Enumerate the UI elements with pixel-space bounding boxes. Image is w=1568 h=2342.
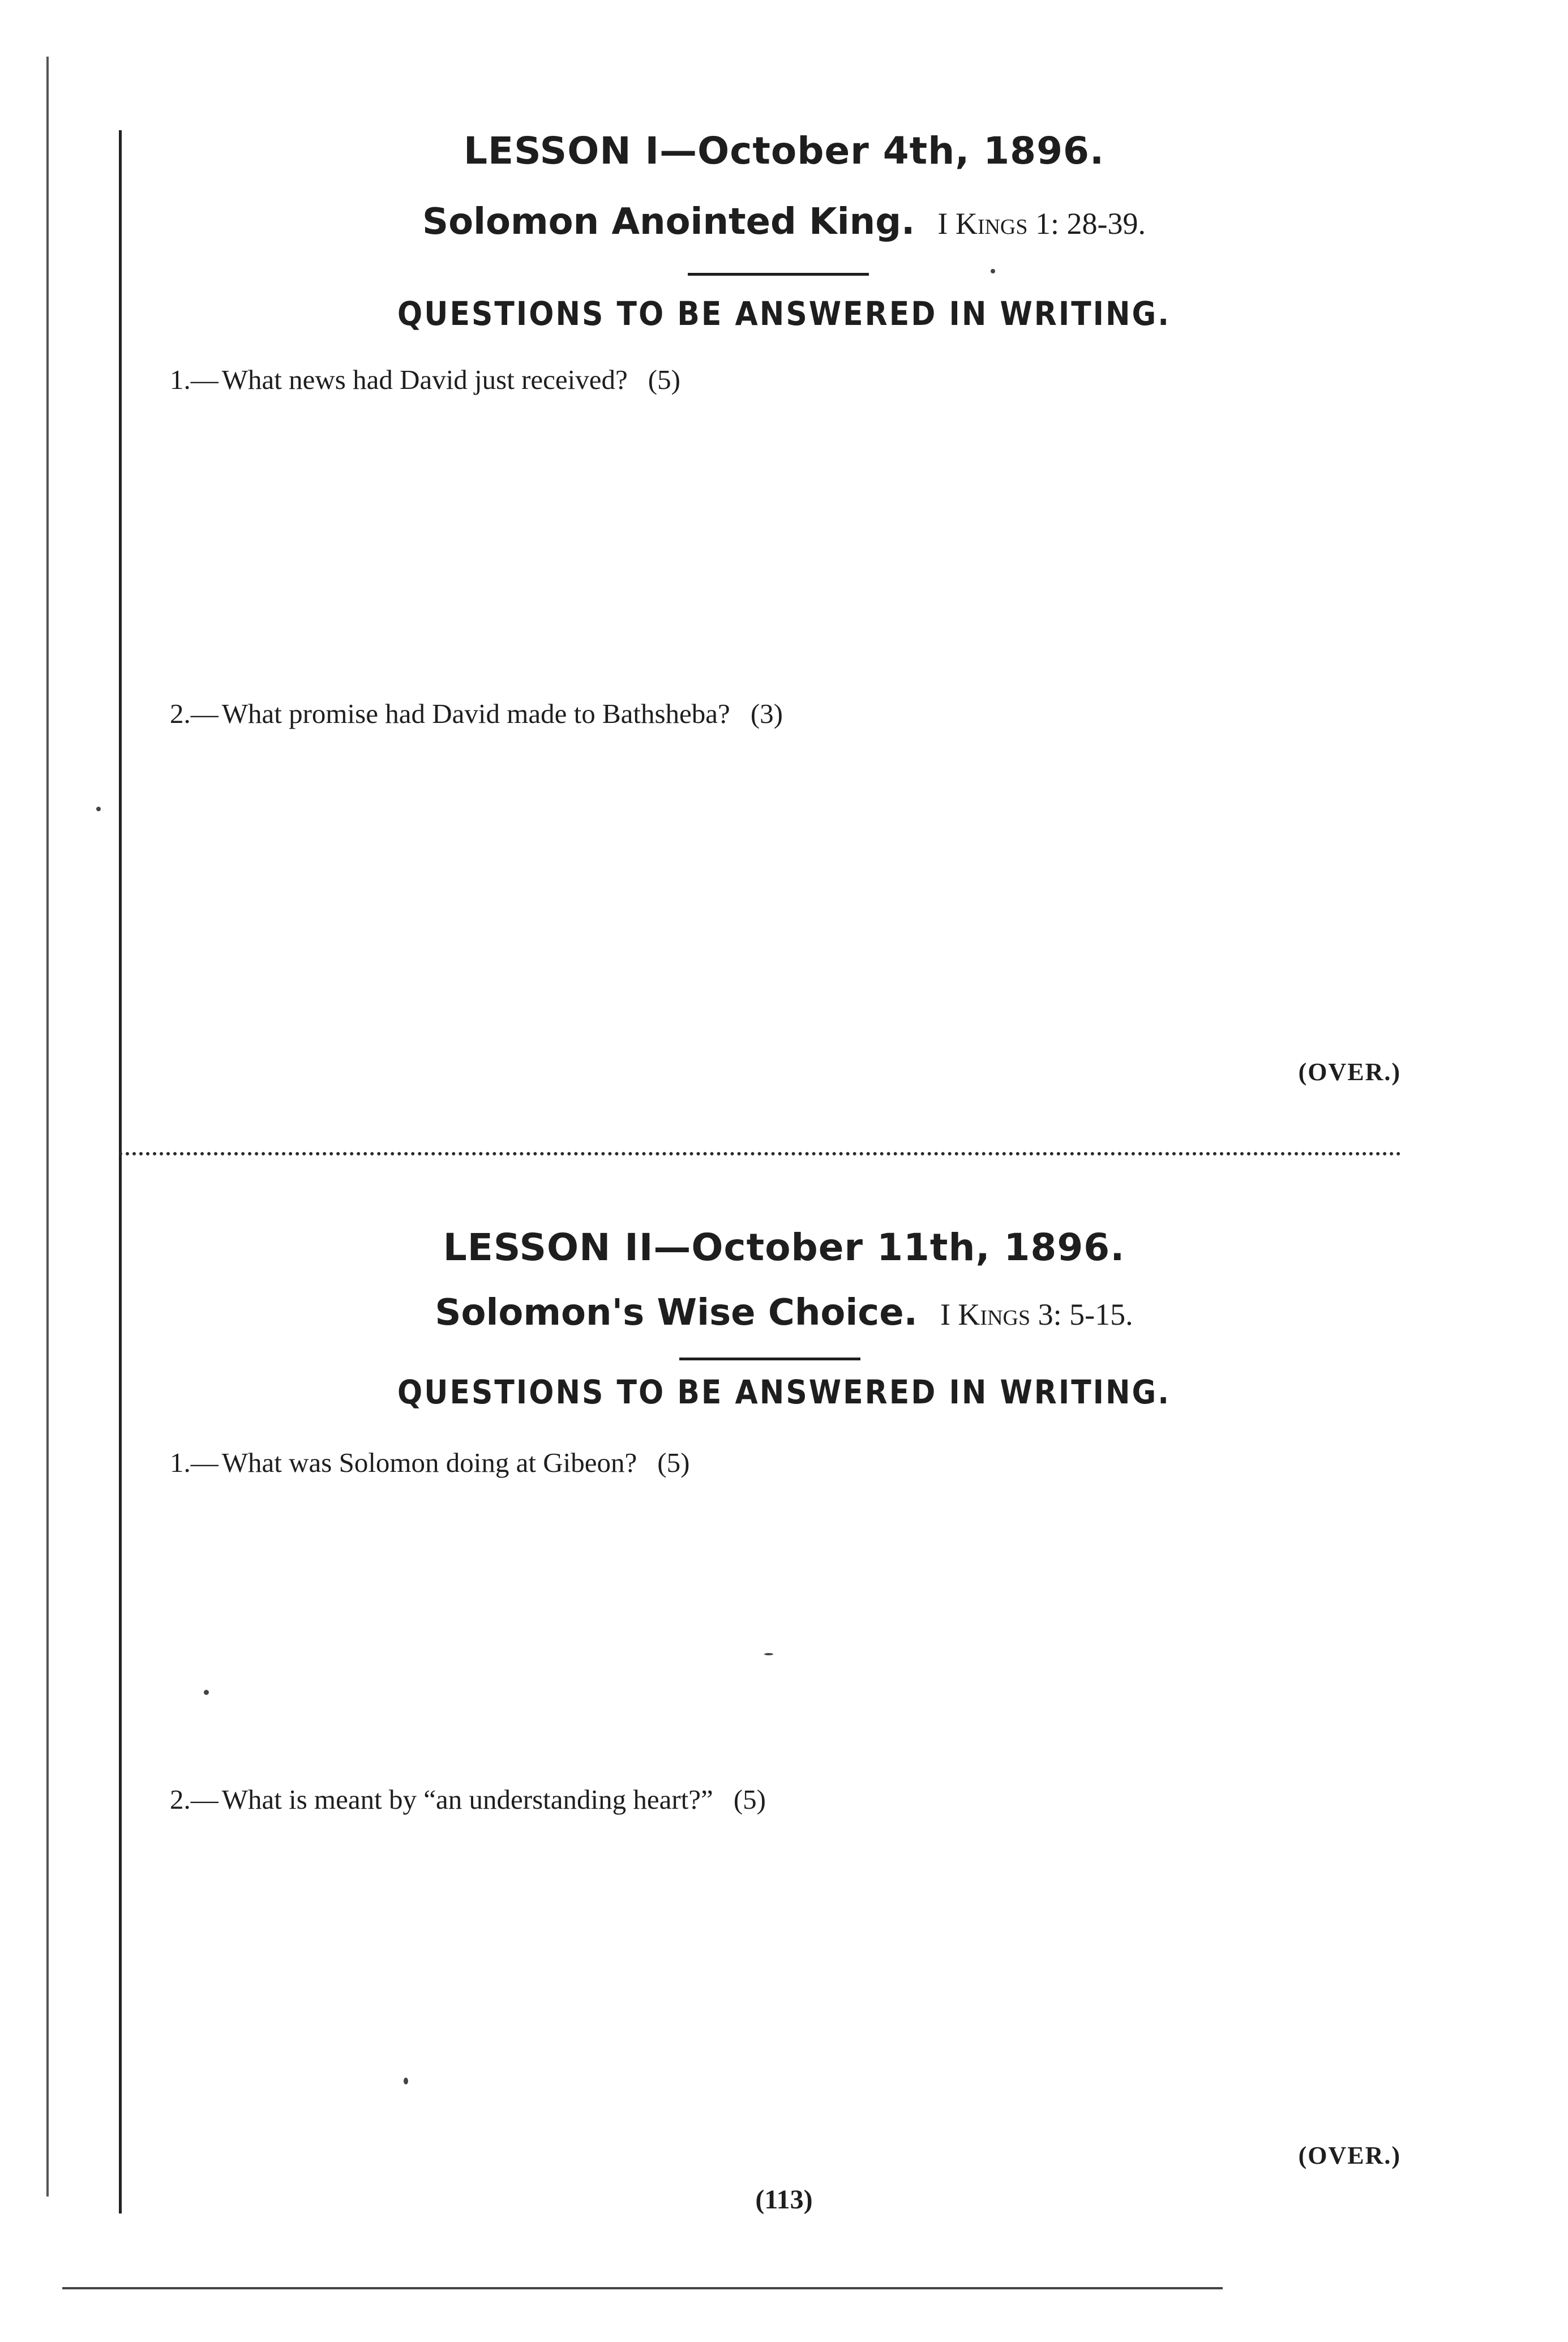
question-marks: (5) <box>648 364 680 395</box>
scan-speck <box>204 1690 209 1695</box>
page-number: (113) <box>755 2185 813 2215</box>
question-text: What promise had David made to Bathsheba? <box>221 698 730 729</box>
over-label: (OVER.) <box>1298 1058 1401 1086</box>
question-text: What news had David just received? <box>221 364 628 395</box>
bottom-page-rule <box>62 2287 1223 2289</box>
question-2 <box>170 1783 766 1816</box>
left-margin-rule <box>119 130 122 2213</box>
over-label: (OVER.) <box>1298 2142 1401 2169</box>
scripture-reference: I Kings 3: 5-15. <box>940 1298 1133 1331</box>
question-1 <box>170 363 680 396</box>
question-1 <box>170 1446 689 1479</box>
lesson-separator <box>119 1152 1401 1155</box>
title-divider <box>688 273 869 276</box>
writing-instructions: QUESTIONS TO BE ANSWERED IN WRITING. <box>397 295 1171 333</box>
lesson-subject: Solomon's Wise Choice. <box>435 1292 918 1334</box>
scripture-reference: I Kings 1: 28-39. <box>937 207 1146 241</box>
question-number: 2.— <box>170 698 219 729</box>
question-marks: (5) <box>733 1784 766 1815</box>
scan-speck <box>96 807 101 811</box>
question-number: 2.— <box>170 1784 219 1815</box>
lesson-subject-line <box>0 1292 1568 1334</box>
question-marks: (3) <box>750 698 783 729</box>
scan-speck <box>991 269 995 273</box>
lesson-title: LESSON I—October 4th, 1896. <box>463 129 1105 173</box>
question-marks: (5) <box>657 1447 690 1478</box>
left-page-edge <box>46 57 49 2197</box>
title-divider <box>679 1358 860 1360</box>
lesson-title: LESSON II—October 11th, 1896. <box>443 1226 1125 1269</box>
question-2 <box>170 697 783 730</box>
question-text: What is meant by “an understanding heart?” <box>221 1784 713 1815</box>
lesson-subject: Solomon Anointed King. <box>422 201 915 243</box>
writing-instructions: QUESTIONS TO BE ANSWERED IN WRITING. <box>397 1373 1171 1412</box>
scan-speck <box>404 2078 408 2084</box>
question-text: What was Solomon doing at Gibeon? <box>221 1447 637 1478</box>
scan-speck <box>764 1653 773 1655</box>
lesson-subject-line <box>0 201 1568 243</box>
question-number: 1.— <box>170 364 219 395</box>
question-number: 1.— <box>170 1447 219 1478</box>
